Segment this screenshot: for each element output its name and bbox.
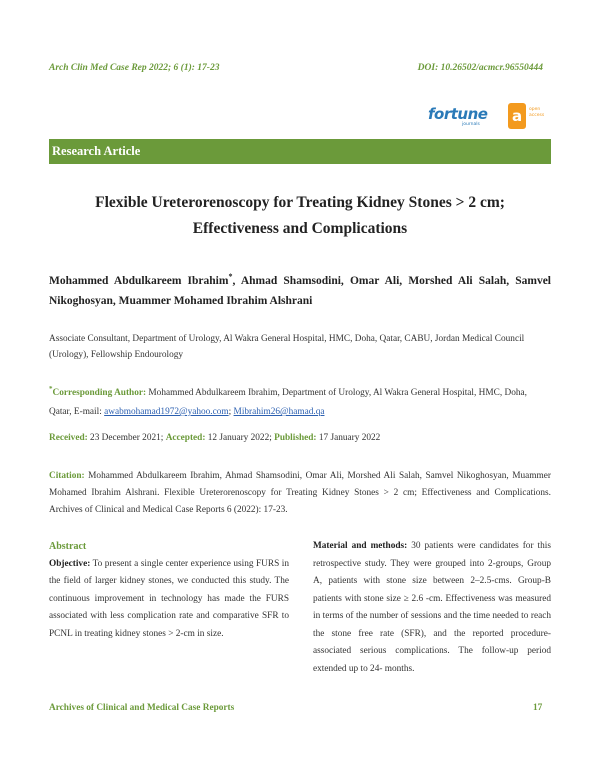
article-title <box>49 190 551 242</box>
fortune-journals-logo <box>428 101 548 135</box>
article-type-banner <box>49 139 551 164</box>
title-line-1: Flexible Ureterorenoscopy for Treating Kidney Stones > 2 cm; <box>95 194 505 211</box>
logo-text: fortune <box>428 105 488 123</box>
open-access-icon: a <box>508 103 526 129</box>
citation-label: Citation: <box>49 471 85 481</box>
published-label: Published: <box>274 433 317 443</box>
objective-text: To present a single center experience using FURS in the field of larger kidney stones, we conducted this study. The continuous improvement in technology has made the FURS associated with less complication rate and comparative SFR to PCNL in treating kidney stones > 2-cm in size. <box>49 558 289 639</box>
journal-reference: Arch Clin Med Case Rep 2022; 6 (1): 17-23 <box>49 63 220 73</box>
corresponding-author <box>49 380 551 422</box>
methods-label: Material and methods: <box>313 541 408 551</box>
abstract-left-column <box>49 538 289 643</box>
received-label: Received: <box>49 433 88 443</box>
footer-journal-name: Archives of Clinical and Medical Case Reports <box>49 703 235 713</box>
doi: DOI: 10.26502/acmcr.96550444 <box>417 63 543 73</box>
accepted-label: Accepted: <box>165 433 206 443</box>
abstract-heading: Abstract <box>49 541 87 552</box>
objective-label: Objective: <box>49 558 91 569</box>
first-author: Mohammed Abdulkareem Ibrahim <box>49 274 229 287</box>
article-dates <box>49 433 551 443</box>
page-number: 17 <box>533 703 543 713</box>
citation-text: Mohammed Abdulkareem Ibrahim, Ahmad Shamsodini, Omar Ali, Morshed Ali Salah, Samvel Nikoghosyan, Muammer Mohamed Ibrahim Alshrani. Flexible Ureterorenoscopy for Treating Kidney Stones > 2 cm; Effectiveness and Complications. Archives of Clinical and Medical Case Reports 6 (2022): 17-23. <box>49 471 551 515</box>
author-list <box>49 267 551 311</box>
corresponding-mark: * <box>228 272 233 281</box>
logo-subtext: journals <box>462 122 480 127</box>
affiliation: Associate Consultant, Department of Urology, Al Wakra General Hospital, HMC, Doha, Qatar, CABU, Jordan Medical Council (Urology), Fellowship Endourology <box>49 334 525 360</box>
article-type-label: Research Article <box>52 144 141 158</box>
corr-mark: * <box>49 385 53 393</box>
other-authors: , Ahmad Shamsodini, Omar Ali, Morshed Ali Salah, Samvel Nikoghosyan, Muammer Mohamed Ibrahim Alshrani <box>49 274 551 307</box>
corr-text: Mohammed Abdulkareem Ibrahim, Department of Urology, Al Wakra General Hospital, HMC, Doha, Qatar, E-mail: <box>49 388 527 418</box>
email-link-1[interactable]: awabmohamad1972@yahoo.com <box>104 407 229 418</box>
email-separator: ; <box>228 407 234 418</box>
logo-side-text: open access <box>529 107 545 118</box>
abstract-objective <box>49 556 289 644</box>
title-line-2: Effectiveness and Complications <box>192 220 408 237</box>
corr-label: Corresponding Author: <box>52 388 147 399</box>
published-date: 17 January 2022 <box>316 433 381 443</box>
abstract-right-column <box>313 538 551 678</box>
citation <box>49 468 551 519</box>
email-link-2[interactable]: Mibrahim26@hamad.qa <box>233 407 325 418</box>
received-date: 23 December 2021; <box>87 433 166 443</box>
methods-text: 30 patients were candidates for this retrospective study. They were grouped into 2-groups, Group A, patients with stone size between 2–2.5-cms. Group-B patients with stone size ≥ 2.6 -cm. Effectiveness was measured in terms of the number of sessions and the time needed to reach the stone free rate (SFR), and the reported procedure- associated serious complications. The follow-up period extended up to 24- months. <box>313 541 551 674</box>
accepted-date: 12 January 2022; <box>205 433 275 443</box>
